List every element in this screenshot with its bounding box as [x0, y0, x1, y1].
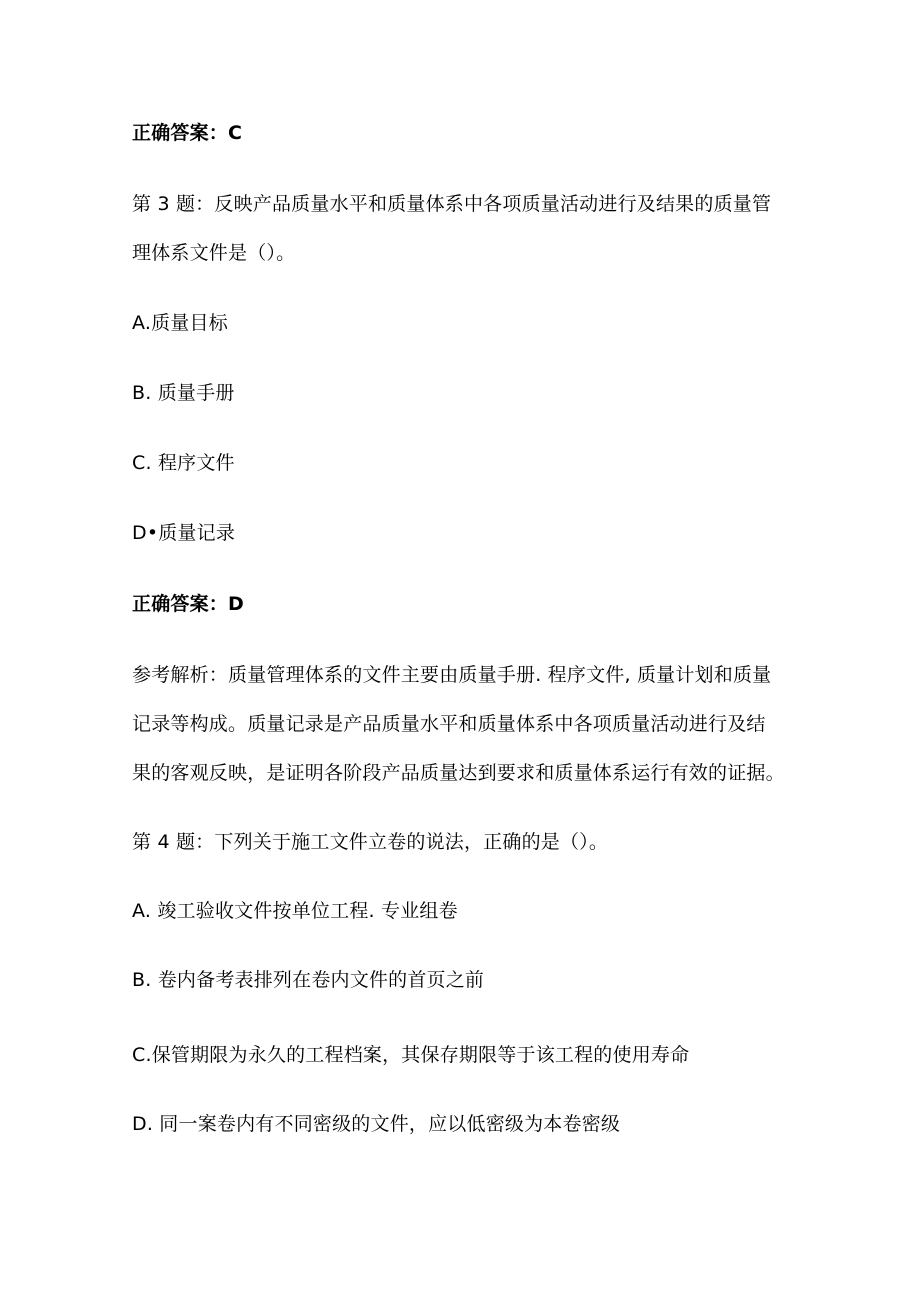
q3-correct-answer: 正确答案：D	[132, 593, 244, 615]
q4-option-d: D. 同一案卷内有不同密级的文件，应以低密级为本卷密级	[132, 1113, 621, 1135]
q3-question-line-2: 理体系文件是（）。	[132, 242, 296, 264]
q3-option-b: B. 质量手册	[132, 382, 235, 404]
q3-explanation-line-1: 参考解析：质量管理体系的文件主要由质量手册. 程序文件, 质量计划和质量	[132, 664, 772, 686]
q3-option-c: C. 程序文件	[132, 452, 235, 474]
q2-correct-answer: 正确答案：C	[132, 122, 243, 144]
q4-question: 第 4 题：下列关于施工文件立卷的说法，正确的是（）。	[132, 831, 609, 853]
q3-option-d: D•质量记录	[132, 522, 236, 544]
q3-explanation-line-3: 果的客观反映，是证明各阶段产品质量达到要求和质量体系运行有效的证据。	[132, 762, 785, 784]
q3-option-a: A.质量目标	[132, 312, 228, 334]
q3-question-line-1: 第 3 题：反映产品质量水平和质量体系中各项质量活动进行及结果的质量管	[132, 193, 772, 215]
q4-option-b: B. 卷内备考表排列在卷内文件的首页之前	[132, 969, 485, 991]
q4-option-c: C.保管期限为永久的工程档案，其保存期限等于该工程的使用寿命	[132, 1044, 690, 1066]
q4-option-a: A. 竣工验收文件按单位工程. 专业组卷	[132, 900, 458, 922]
q3-explanation-line-2: 记录等构成。质量记录是产品质量水平和质量体系中各项质量活动进行及结	[132, 713, 766, 735]
